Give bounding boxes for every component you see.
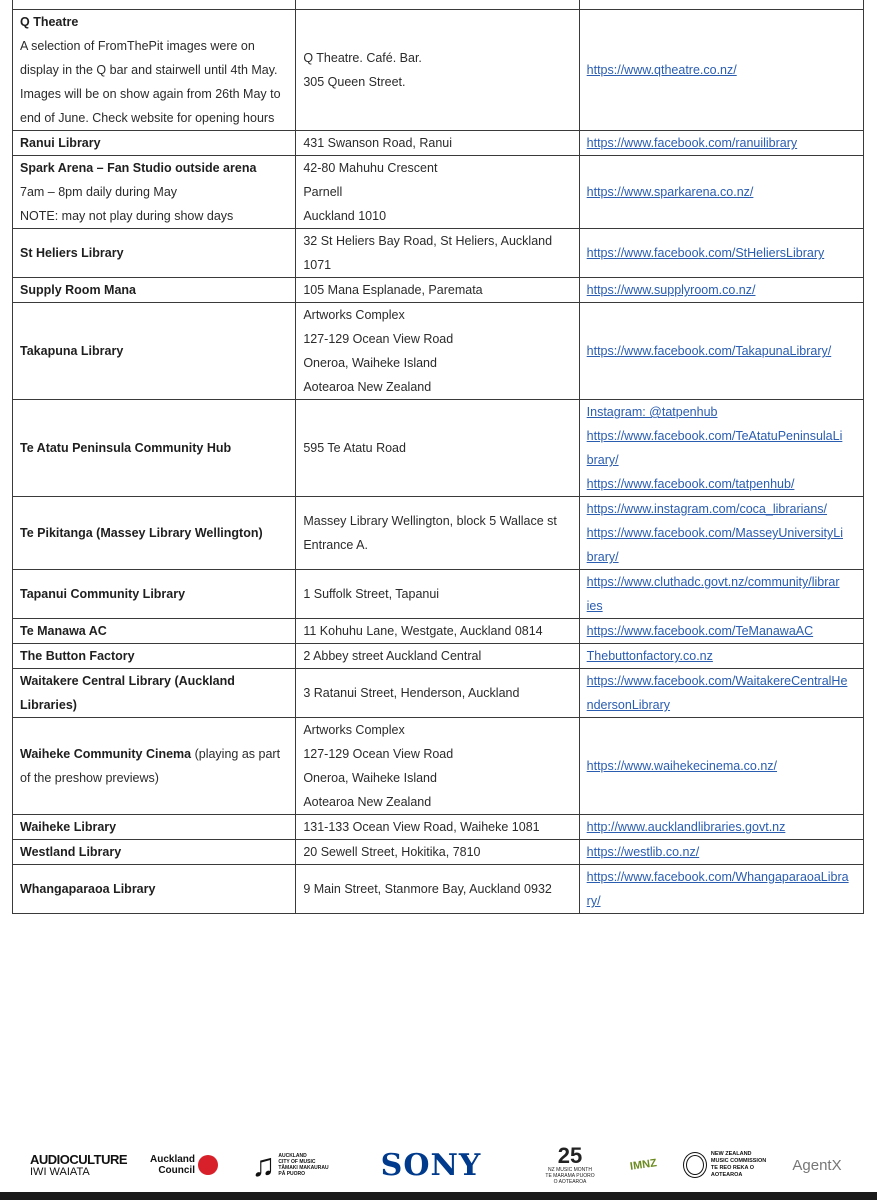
- bottom-bar: [0, 1192, 877, 1200]
- venue-description: NOTE: may not play during show days: [20, 209, 234, 223]
- venue-name: Takapuna Library: [20, 344, 124, 358]
- link-cell: [579, 229, 863, 278]
- address-cell: [296, 131, 579, 156]
- venue-link[interactable]: https://www.qtheatre.co.nz/: [586, 63, 737, 77]
- venue-cell: [13, 400, 296, 497]
- address-line: 3 Ratanui Street, Henderson, Auckland: [303, 686, 520, 700]
- venue-cell: [13, 497, 296, 570]
- nz-music-commission-logo: [683, 1140, 778, 1190]
- address-cell: [296, 400, 579, 497]
- venue-link[interactable]: https://www.facebook.com/TeManawaAC: [586, 624, 814, 638]
- address-line: 32 St Heliers Bay Road, St Heliers, Auckland 1071: [303, 234, 553, 272]
- audioculture-title: AUDIOCULTURE: [30, 1151, 128, 1167]
- table-row: [13, 10, 864, 131]
- venue-description: display in the Q bar and stairwell until 4th May.: [20, 63, 278, 77]
- link-cell: [579, 131, 863, 156]
- link-cell: [579, 669, 863, 718]
- address-line: Entrance A.: [303, 538, 368, 552]
- venue-cell: [13, 815, 296, 840]
- table-row: [13, 815, 864, 840]
- venue-link[interactable]: https://www.instagram.com/coca_librarians/: [586, 502, 828, 516]
- table-row: [13, 840, 864, 865]
- venue-cell: [13, 303, 296, 400]
- address-cell: [296, 619, 579, 644]
- venue-cell: [13, 840, 296, 865]
- sony-logo: SONY: [380, 1147, 482, 1183]
- venue-link[interactable]: https://www.facebook.com/WaitakereCentralHe: [586, 674, 848, 688]
- venue-cell: [13, 229, 296, 278]
- venue-link[interactable]: https://www.facebook.com/StHeliersLibrary: [586, 246, 825, 260]
- nz-music-commission-text: NEW ZEALAND MUSIC COMMISSION TE REO REKA O AOTEAROA: [710, 1151, 767, 1178]
- link-cell: [579, 278, 863, 303]
- address-line: Massey Library Wellington, block 5 Wallace st: [303, 514, 557, 528]
- address-line: Artworks Complex: [303, 308, 405, 322]
- address-cell: [296, 229, 579, 278]
- address-cell: [296, 570, 579, 619]
- audioculture-subtitle: IWI WAIATA: [30, 1165, 90, 1178]
- address-cell: [296, 815, 579, 840]
- address-line: 1 Suffolk Street, Tapanui: [303, 587, 440, 601]
- venue-note: (playing as part of the preshow previews): [20, 747, 281, 785]
- link-cell: [579, 400, 863, 497]
- address-cell: [296, 840, 579, 865]
- venue-name: St Heliers Library: [20, 246, 124, 260]
- city-of-music-logo: [250, 1140, 330, 1190]
- venue-description: 7am – 8pm daily during May: [20, 185, 178, 199]
- table-row: [13, 644, 864, 669]
- venue-name: The Button Factory: [20, 649, 135, 663]
- venue-link[interactable]: ies: [586, 599, 603, 613]
- address-line: 2 Abbey street Auckland Central: [303, 649, 482, 663]
- table-row: [13, 131, 864, 156]
- address-line: 127-129 Ocean View Road: [303, 332, 454, 346]
- auckland-council-text: Auckland Council: [149, 1154, 195, 1176]
- table-row: [13, 865, 864, 914]
- address-line: Artworks Complex: [303, 723, 405, 737]
- venue-description: Images will be on show again from 26th May to: [20, 87, 281, 101]
- address-line: 42-80 Mahuhu Crescent: [303, 161, 438, 175]
- venue-description: A selection of FromThePit images were on: [20, 39, 255, 53]
- venue-name: Waiheke Community Cinema: [20, 747, 192, 761]
- venue-name: Tapanui Community Library: [20, 587, 186, 601]
- table-row: [13, 718, 864, 815]
- address-cell: [296, 10, 579, 131]
- table-row: [13, 669, 864, 718]
- venue-cell: [13, 570, 296, 619]
- venue-cell: [13, 644, 296, 669]
- address-line: 105 Mana Esplanade, Paremata: [303, 283, 483, 297]
- table-row: [13, 619, 864, 644]
- venue-link[interactable]: brary/: [586, 453, 619, 467]
- music-note-icon: ♫: [251, 1147, 276, 1183]
- venue-link[interactable]: https://www.facebook.com/TakapunaLibrary/: [586, 344, 832, 358]
- venue-cell: [13, 10, 296, 131]
- link-cell: [579, 619, 863, 644]
- address-line: 131-133 Ocean View Road, Waiheke 1081: [303, 820, 540, 834]
- link-cell: [579, 815, 863, 840]
- address-line: Aotearoa New Zealand: [303, 795, 432, 809]
- venue-link[interactable]: https://www.waihekecinema.co.nz/: [586, 759, 778, 773]
- venue-cell: [13, 131, 296, 156]
- link-cell: [579, 156, 863, 229]
- city-of-music-text: AUCKLAND CITY OF MUSIC TĀMAKI MAKAURAU PĀ PUORO: [278, 1153, 329, 1177]
- venue-link[interactable]: brary/: [586, 550, 619, 564]
- address-line: Aotearoa New Zealand: [303, 380, 432, 394]
- link-cell: [579, 570, 863, 619]
- venue-link[interactable]: https://www.supplyroom.co.nz/: [586, 283, 756, 297]
- link-cell: [579, 10, 863, 131]
- address-cell: [296, 156, 579, 229]
- venues-table: [12, 0, 864, 914]
- venue-link[interactable]: https://www.facebook.com/WhangaparaoaLibra: [586, 870, 849, 884]
- venue-cell: [13, 865, 296, 914]
- venue-name: Te Atatu Peninsula Community Hub: [20, 441, 232, 455]
- link-cell: [579, 840, 863, 865]
- venue-link[interactable]: http://www.aucklandlibraries.govt.nz: [586, 820, 786, 834]
- address-line: Auckland 1010: [303, 209, 387, 223]
- link-cell: [579, 303, 863, 400]
- venue-name: Supply Room Mana: [20, 283, 136, 297]
- venue-name: Waiheke Library: [20, 820, 117, 834]
- imnz-logo: IMNZ: [628, 1157, 658, 1173]
- pohutukawa-icon: [198, 1155, 218, 1175]
- sponsor-logos: [0, 1140, 877, 1190]
- table-row: [13, 400, 864, 497]
- address-cell: [296, 303, 579, 400]
- venue-description: end of June. Check website for opening hours: [20, 111, 275, 125]
- address-cell: [296, 669, 579, 718]
- address-cell: [296, 718, 579, 815]
- table-row: [13, 497, 864, 570]
- address-line: Oneroa, Waiheke Island: [303, 771, 437, 785]
- link-cell: [579, 497, 863, 570]
- venue-link[interactable]: https://www.cluthadc.govt.nz/community/librar: [586, 575, 840, 589]
- address-line: 9 Main Street, Stanmore Bay, Auckland 0932: [303, 882, 552, 896]
- venue-link[interactable]: https://westlib.co.nz/: [586, 845, 700, 859]
- address-line: 11 Kohuhu Lane, Westgate, Auckland 0814: [303, 624, 543, 638]
- venue-link[interactable]: ry/: [586, 894, 601, 908]
- agentx-logo: AgentX: [792, 1156, 842, 1174]
- table-row: [13, 229, 864, 278]
- venue-link[interactable]: https://www.facebook.com/tatpenhub/: [586, 477, 795, 491]
- venue-link[interactable]: ndersonLibrary: [586, 698, 671, 712]
- venue-name: Whangaparaoa Library: [20, 882, 156, 896]
- venue-name: Ranui Library: [20, 136, 101, 150]
- venue-name: Q Theatre: [20, 15, 79, 29]
- address-line: 20 Sewell Street, Hokitika, 7810: [303, 845, 481, 859]
- venue-name: Waitakere Central Library (Auckland Libraries): [20, 674, 235, 712]
- table-row-top-stub: [13, 0, 864, 10]
- spiral-icon: [683, 1152, 707, 1178]
- nz-music-month-logo: 25 NZ MUSIC MONTH TE MARAMA PUORO O AOTEAROA: [545, 1143, 595, 1185]
- address-line: Q Theatre. Café. Bar.: [303, 51, 422, 65]
- address-line: 305 Queen Street.: [303, 75, 406, 89]
- table-row: [13, 570, 864, 619]
- venue-cell: [13, 156, 296, 229]
- auckland-council-logo: [146, 1140, 222, 1190]
- venue-link[interactable]: https://www.facebook.com/MasseyUniversityLi: [586, 526, 843, 540]
- venues-table-body: [13, 0, 864, 914]
- address-line: 431 Swanson Road, Ranui: [303, 136, 453, 150]
- table-row: [13, 303, 864, 400]
- venue-link[interactable]: https://www.sparkarena.co.nz/: [586, 185, 754, 199]
- address-line: 595 Te Atatu Road: [303, 441, 406, 455]
- address-cell: [296, 644, 579, 669]
- audioculture-logo: [30, 1140, 130, 1190]
- table-row: [13, 278, 864, 303]
- venue-name: Te Pikitanga (Massey Library Wellington): [20, 526, 263, 540]
- address-line: Parnell: [303, 185, 343, 199]
- address-line: 127-129 Ocean View Road: [303, 747, 454, 761]
- venue-link[interactable]: Thebuttonfactory.co.nz: [586, 649, 713, 663]
- address-cell: [296, 865, 579, 914]
- link-cell: [579, 865, 863, 914]
- address-cell: [296, 497, 579, 570]
- address-cell: [296, 278, 579, 303]
- venue-cell: [13, 619, 296, 644]
- venue-cell: [13, 669, 296, 718]
- venue-link[interactable]: Instagram: @tatpenhub: [586, 405, 718, 419]
- link-cell: [579, 644, 863, 669]
- venue-name: Westland Library: [20, 845, 122, 859]
- venue-name: Te Manawa AC: [20, 624, 107, 638]
- venue-cell: [13, 278, 296, 303]
- table-row: [13, 156, 864, 229]
- address-line: Oneroa, Waiheke Island: [303, 356, 437, 370]
- link-cell: [579, 718, 863, 815]
- venue-link[interactable]: https://www.facebook.com/TeAtatuPeninsulaLi: [586, 429, 843, 443]
- venue-name: Spark Arena – Fan Studio outside arena: [20, 161, 257, 175]
- venue-link[interactable]: https://www.facebook.com/ranuilibrary: [586, 136, 798, 150]
- venue-cell: [13, 718, 296, 815]
